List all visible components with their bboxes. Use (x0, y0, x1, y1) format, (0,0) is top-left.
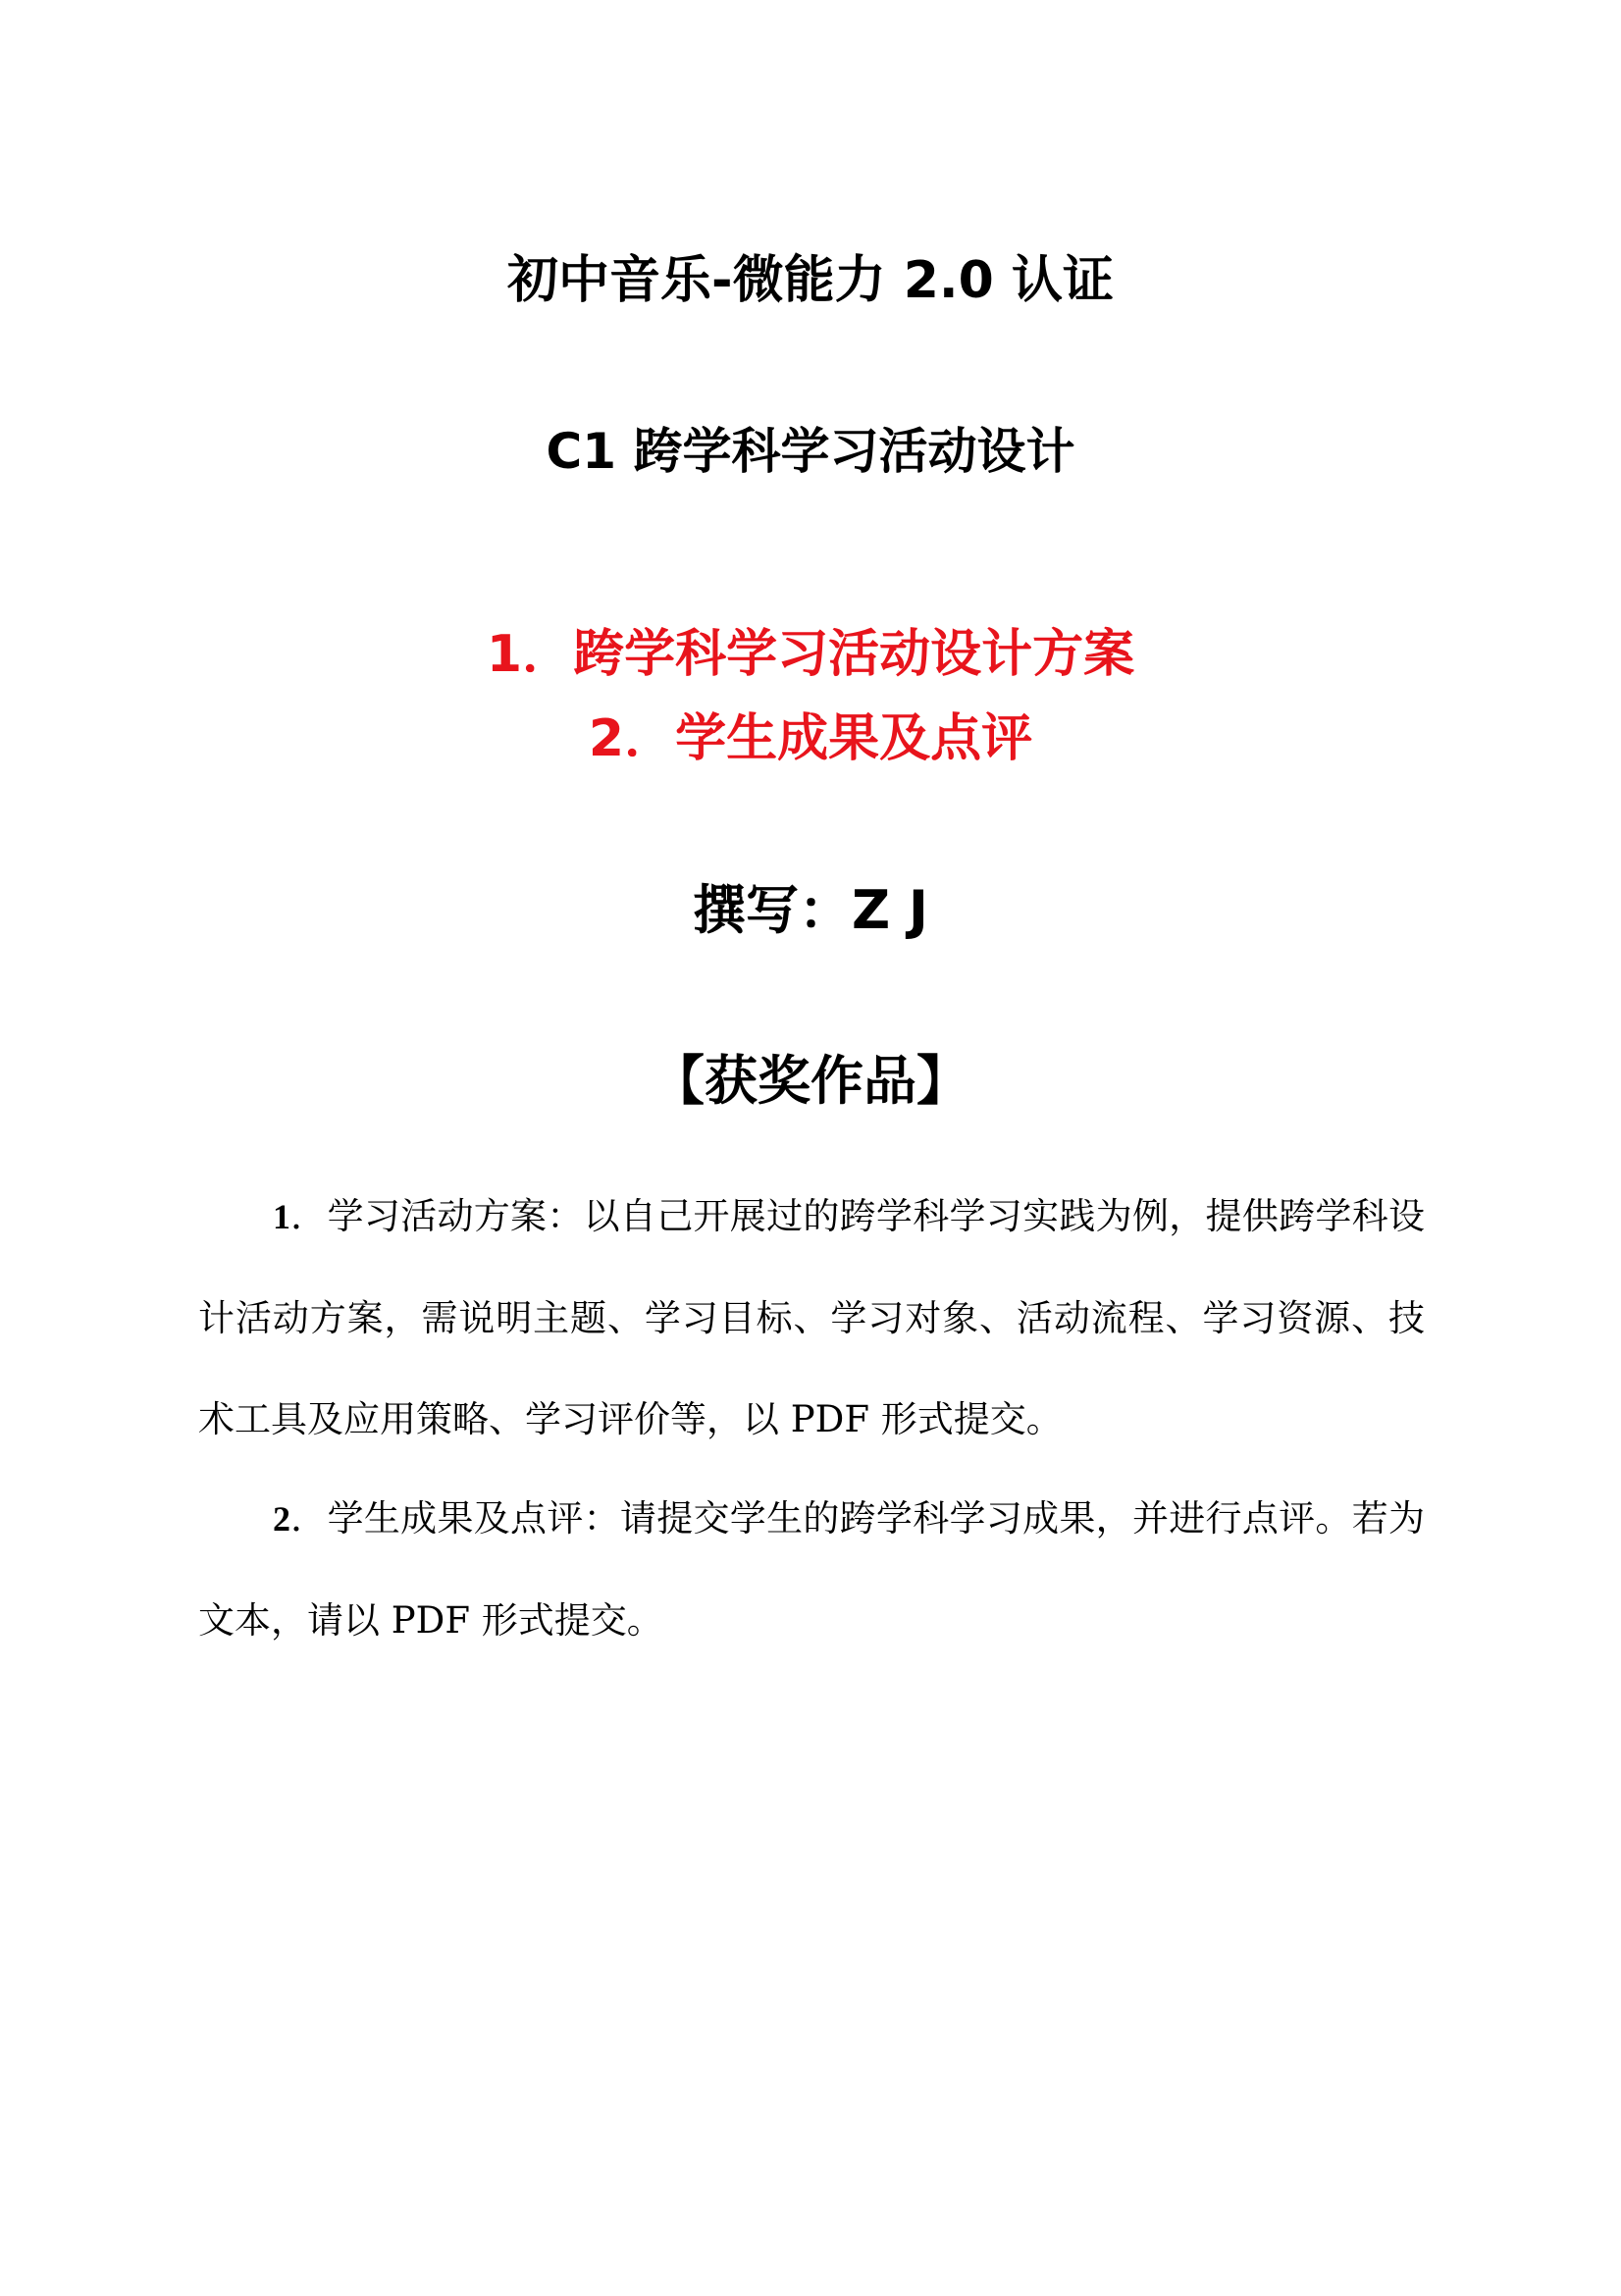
paragraph-student-results (198, 1468, 1425, 1671)
paragraph-activity-plan (198, 1166, 1425, 1470)
paragraph-text: ．学生成果及点评：请提交学生的跨学科学习成果，并进行点评。若为文本，请以 PDF 形式提交。 (198, 1497, 1425, 1642)
paragraph-text: ．学习活动方案：以自己开展过的跨学科学习实践为例，提供跨学科设计活动方案，需说明主题、学习目标、学习对象、活动流程、学习资源、技术工具及应用策略、学习评价等，以 PDF 形式提交。 (198, 1195, 1425, 1440)
item-design-plan: 1．跨学科学习活动设计方案 (486, 625, 1135, 684)
paragraph-number: 2 (273, 1499, 290, 1539)
document-title: 初中音乐-微能力 2.0 认证 (507, 251, 1114, 310)
item-student-results: 2．学生成果及点评 (588, 709, 1033, 768)
paragraph-number: 1 (273, 1197, 290, 1236)
author-line: 撰写：Z J (692, 879, 929, 941)
document-subtitle: C1 跨学科学习活动设计 (546, 423, 1075, 480)
award-label: 【获奖作品】 (652, 1050, 969, 1112)
